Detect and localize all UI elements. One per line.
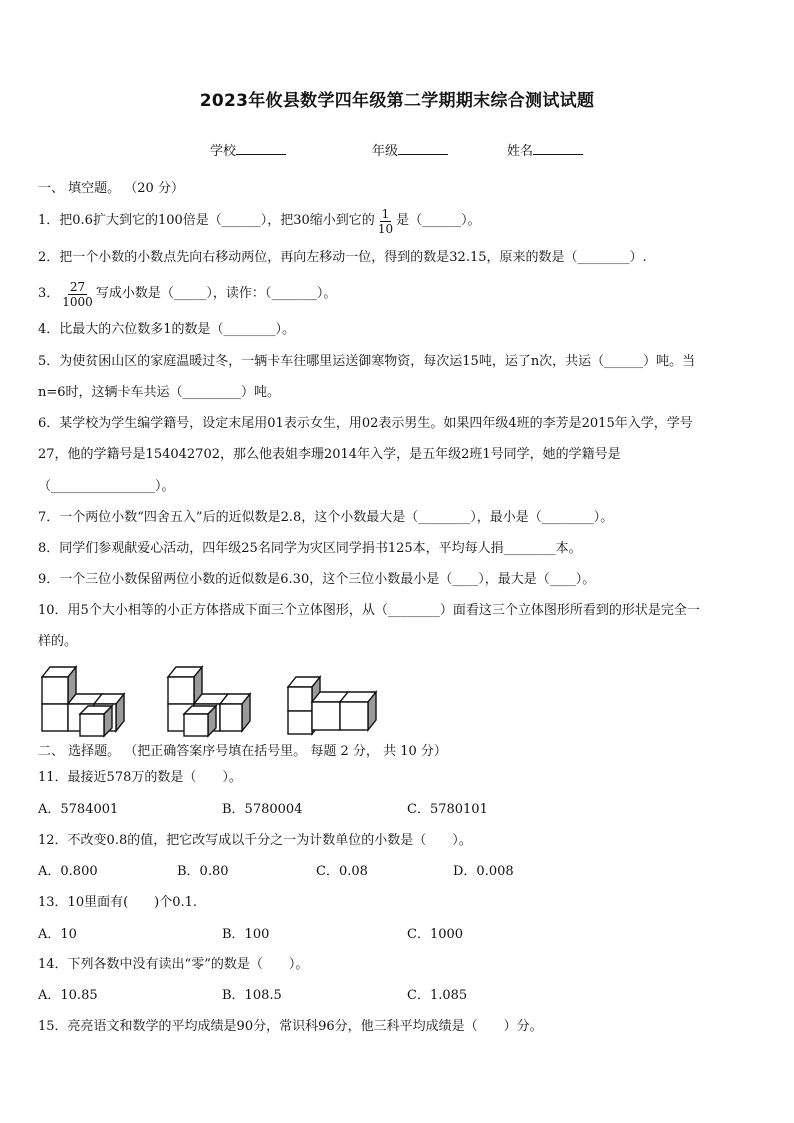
question-11-option-b[interactable]: B．5780004 [222,802,303,817]
question-2: 2．把一个小数的小数点先向右移动两位，再向左移动一位，得到的数是32.15，原来的数是（________）. [38,250,647,265]
cube-face [42,677,68,704]
grade-blank[interactable] [398,142,448,155]
question-12-option-a[interactable]: A．0.800 [38,864,98,879]
question-5-line-2: n=6时，这辆卡车共运（_________）吨。 [38,385,281,400]
name-label: 姓名 [507,144,534,159]
question-12-option-b[interactable]: B．0.80 [177,864,229,879]
question-11-option-c[interactable]: C．5780101 [407,802,488,817]
cube-figure-2 [168,667,250,736]
question-11-option-a[interactable]: A．5784001 [38,802,119,817]
section2-heading: 二、 选择题。 （把正确答案序号填在括号里。 每题 2 分， 共 10 分） [38,744,447,759]
question-3-text: 写成小数是（_____），读作：（_______）。 [95,286,337,301]
question-10-line-2: 样的。 [38,634,78,649]
name-blank[interactable] [533,142,583,155]
fraction-1-10 [376,207,395,236]
question-8: 8．同学们参观献爱心活动，四年级25名同学为灾区同学捐书125本，平均每人捐________本。 [38,541,582,556]
cube-face [340,702,368,730]
cube-face [220,704,242,731]
grade-label: 年级 [372,144,399,159]
question-11-stem: 11．最接近578万的数是（ ）。 [38,770,242,785]
grade-field [372,140,448,159]
cube-face [168,677,194,704]
question-5-line-1: 5．为使贫困山区的家庭温暖过冬，一辆卡车往哪里运送御寒物资，每次运15吨，运了n次，共运（______）吨。当 [38,354,696,369]
cube-figure-3 [288,677,376,734]
question-14-option-c[interactable]: C．1.085 [407,988,468,1003]
question-12-option-c[interactable]: C．0.08 [316,864,368,879]
question-14-option-a[interactable]: A．10.85 [38,988,98,1003]
fraction-numerator: 27 [69,279,86,294]
school-label: 学校 [210,144,237,159]
section1-heading: 一、 填空题。 （20 分） [38,181,184,196]
name-field [507,140,583,159]
question-3 [38,276,336,312]
question-6-line-2: 27，他的学籍号是154042702，那么他表姐李珊2014年入学，是五年级2班1号同学，她的学籍号是 [38,447,621,462]
cube-figures [40,662,390,738]
cube-face [184,714,208,736]
fraction-denominator: 10 [377,221,394,236]
question-6-line-1: 6．某学校为学生编学籍号，设定末尾用01表示女生，用02表示男生。如果四年级4班的李芳是2015年入学，学号 [38,416,693,431]
question-9: 9．一个三位小数保留两位小数的近似数是6.30，这个三位小数最小是（____），最大是（____）。 [38,572,596,587]
cube-face [288,687,312,711]
question-1-text-b: 是（______）。 [396,213,481,228]
question-4: 4．比最大的六位数多1的数是（________）。 [38,322,296,337]
cube-face [42,704,68,731]
school-blank[interactable] [236,142,286,155]
question-13-option-c[interactable]: C．1000 [407,927,464,942]
question-12-stem: 12．不改变0.8的值，把它改写成以千分之一为计数单位的小数是（ ）。 [38,833,472,848]
question-14-stem: 14．下列各数中没有读出“零”的数是（ ）。 [38,957,309,972]
cube-figure-1 [42,667,124,736]
school-field [210,140,286,159]
question-10-line-1: 10．用5个大小相等的小正方体搭成下面三个立体图形，从（________）面看这三个立体图形所看到的形状是完全一 [38,603,700,618]
fraction-27-1000 [60,280,95,309]
question-1 [38,205,481,237]
cube-face [312,702,340,730]
page-title: 2023年攸县数学四年级第二学期期末综合测试试题 [199,91,595,111]
question-1-text-a: 1．把0.6扩大到它的100倍是（______），把30缩小到它的 [38,213,375,228]
fraction-numerator: 1 [381,206,390,221]
question-3-prefix: 3． [38,286,60,301]
fraction-denominator: 1000 [62,294,93,309]
question-13-option-b[interactable]: B．100 [222,927,270,942]
cube-face [288,711,312,734]
question-13-option-a[interactable]: A．10 [38,927,77,942]
question-12-option-d[interactable]: D．0.008 [453,864,514,879]
question-7: 7．一个两位小数“四舍五入”后的近似数是2.8，这个小数最大是（________），最小是（________）。 [38,510,614,525]
question-15-stem: 15．亮亮语文和数学的平均成绩是90分，常识科96分，他三科平均成绩是（ ）分。 [38,1019,543,1034]
question-13-stem: 13．10里面有( )个0.1. [38,895,198,910]
cube-face [80,714,104,736]
question-14-option-b[interactable]: B．108.5 [222,988,282,1003]
question-6-line-3: （________________）。 [38,479,175,494]
